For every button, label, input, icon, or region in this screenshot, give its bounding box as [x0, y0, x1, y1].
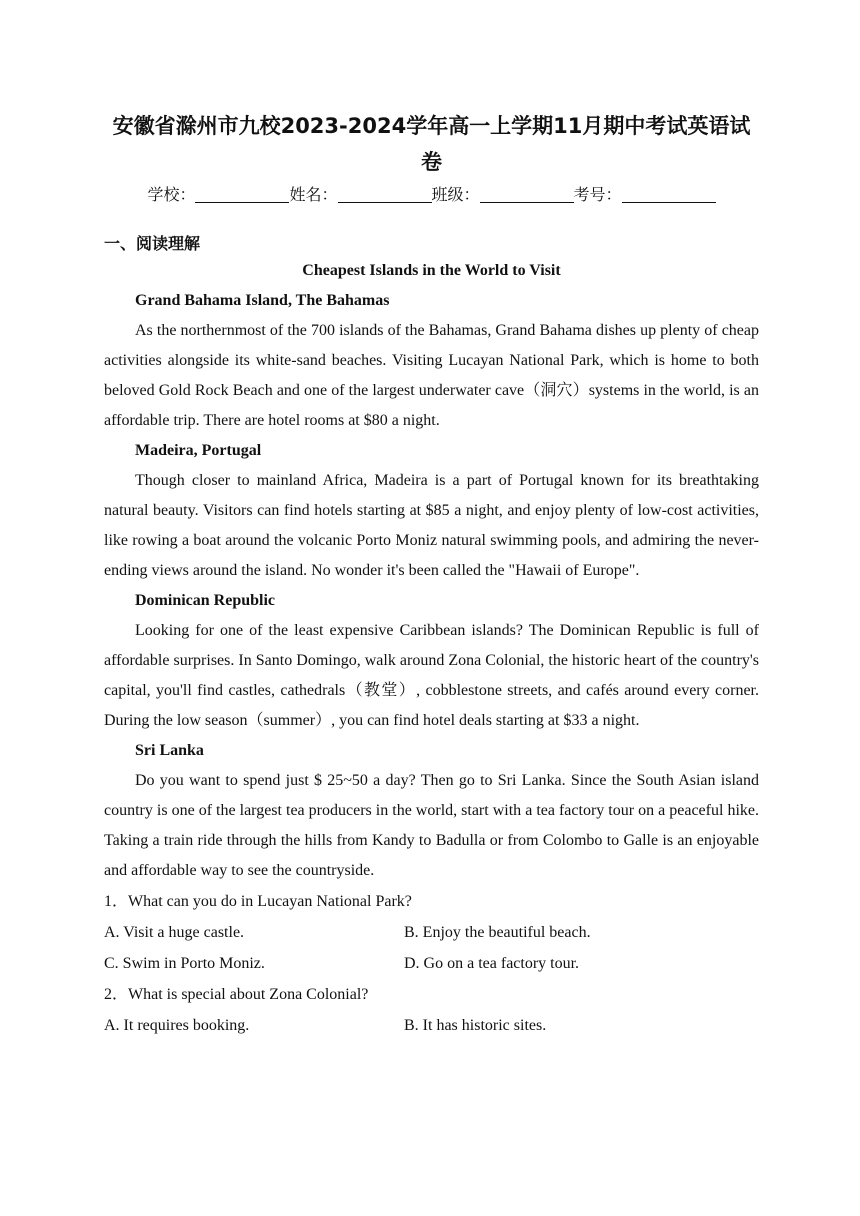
option-c[interactable]: C. Swim in Porto Moniz.	[104, 955, 265, 972]
reading-passage	[104, 256, 759, 1041]
island-paragraph: Looking for one of the least expensive Caribbean islands? The Dominican Republic is full of affordable surprises. In Santo Domingo, walk around Zona Colonial, the historic heart of the country's capital, you'll find castles, cathedrals（教堂）, cobblestone streets, and cafés around every corner. During the low season（summer）, you can find hotel deals starting at $33 a night.	[104, 622, 759, 729]
island-paragraph: Though closer to mainland Africa, Madeira is a part of Portugal known for its breathtaking natural beauty. Visitors can find hotels starting at $85 a night, and enjoy plenty of low-cost activities, like rowing a boat around the volcanic Porto Moniz natural swimming pools, and admiring the never-ending views around the island. No wonder it's been called the "Hawaii of Europe".	[104, 472, 759, 579]
student-info-line	[104, 183, 759, 207]
option-row	[104, 1010, 759, 1041]
name-blank[interactable]	[338, 186, 432, 203]
section-title: 一、阅读理解	[104, 234, 201, 253]
passage-heading: Cheapest Islands in the World to Visit	[302, 262, 561, 279]
question-stem: 1．What can you do in Lucayan National Park?	[104, 893, 412, 910]
number-blank[interactable]	[622, 186, 716, 203]
option-a[interactable]: A. It requires booking.	[104, 1017, 250, 1034]
option-row	[104, 917, 759, 948]
class-label: 班级：	[431, 185, 480, 204]
page-title: 安徽省滁州市九校2023-2024学年高一上学期11月期中考试英语试卷	[112, 114, 751, 174]
class-blank[interactable]	[480, 186, 574, 203]
island-subtitle: Sri Lanka	[135, 742, 204, 759]
name-label: 姓名：	[289, 185, 338, 204]
island-subtitle: Madeira, Portugal	[135, 442, 262, 459]
option-b[interactable]: B. Enjoy the beautiful beach.	[404, 924, 591, 941]
island-subtitle: Grand Bahama Island, The Bahamas	[135, 292, 390, 309]
option-a[interactable]: A. Visit a huge castle.	[104, 924, 245, 941]
option-d[interactable]: D. Go on a tea factory tour.	[404, 955, 580, 972]
island-paragraph: As the northernmost of the 700 islands of the Bahamas, Grand Bahama dishes up plenty of cheap activities alongside its white-sand beaches. Visiting Lucayan National Park, which is home to both beloved Gold Rock Beach and one of the largest underwater cave（洞穴）systems in the world, is an affordable trip. There are hotel rooms at $80 a night.	[104, 322, 759, 429]
island-subtitle: Dominican Republic	[135, 592, 276, 609]
school-label: 学校：	[147, 185, 196, 204]
school-blank[interactable]	[195, 186, 289, 203]
option-row	[104, 948, 759, 979]
island-paragraph: Do you want to spend just $ 25~50 a day? Then go to Sri Lanka. Since the South Asian island country is one of the largest tea producers in the world, start with a tea factory tour on a peaceful hike. Taking a train ride through the hills from Kandy to Badulla or from Colombo to Galle is an enjoyable and affordable way to see the countryside.	[104, 772, 759, 879]
option-b[interactable]: B. It has historic sites.	[404, 1017, 547, 1034]
question-stem: 2．What is special about Zona Colonial?	[104, 986, 369, 1003]
number-label: 考号：	[573, 185, 622, 204]
